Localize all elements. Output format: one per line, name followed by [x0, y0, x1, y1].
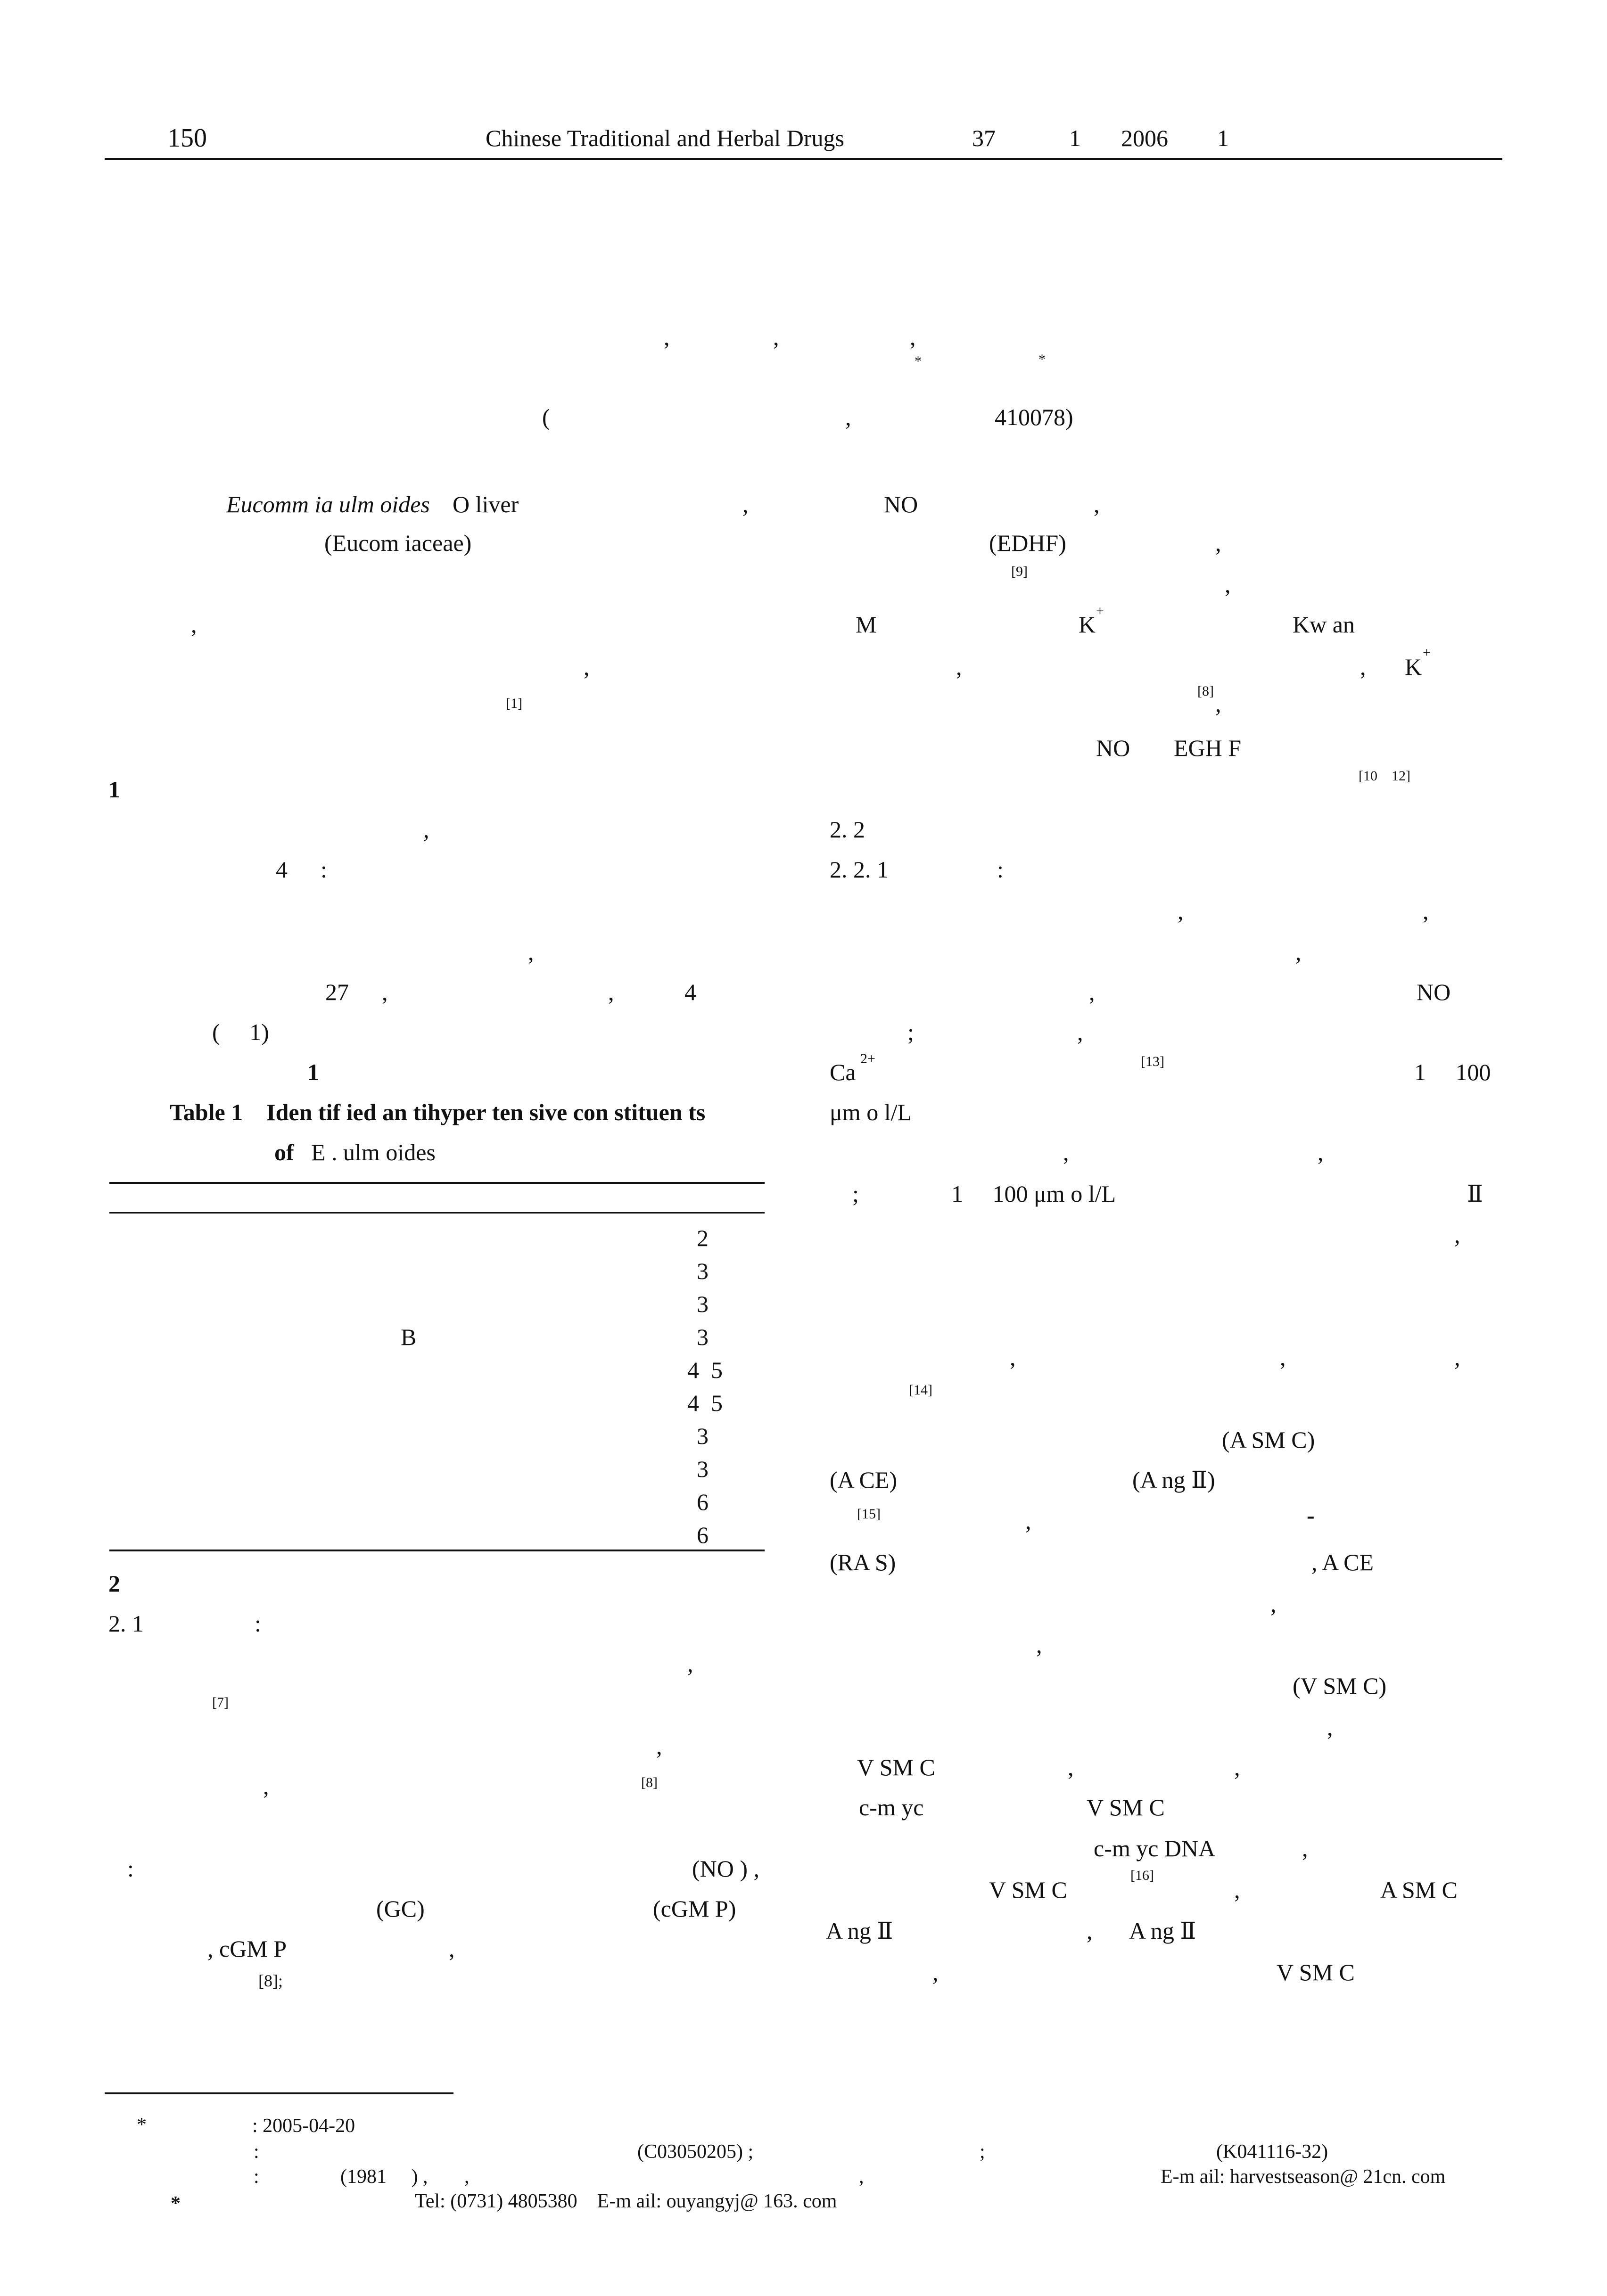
text-comma: ,: [1068, 1754, 1074, 1780]
affiliation-postcode: 410078): [995, 404, 1073, 430]
table-cell-ref: 3: [697, 1423, 709, 1449]
journal-issue: 1: [1069, 125, 1081, 151]
text-no: NO: [884, 491, 918, 517]
text-ace: , A CE: [1311, 1549, 1374, 1575]
intro-comma: ,: [191, 611, 197, 638]
text-comma: ,: [956, 654, 962, 680]
text-number: 4: [684, 979, 696, 1005]
intro-comma: ,: [742, 491, 749, 517]
table-reference: ( 1): [212, 1019, 269, 1045]
affiliation-comma: ,: [845, 404, 851, 430]
text-comma: ,: [656, 1733, 662, 1759]
text-colon: :: [321, 856, 327, 883]
text-colon: :: [997, 856, 1004, 883]
text-comma: ,: [1089, 979, 1095, 1005]
citation-ref: [13]: [1141, 1054, 1164, 1069]
section-2-1-number: 2. 1: [108, 1610, 144, 1637]
citation-ref: [8]: [641, 1775, 658, 1790]
text-comma: ,: [1025, 1508, 1031, 1534]
journal-year: 2006: [1121, 125, 1168, 151]
intro-comma: ,: [584, 654, 590, 680]
text-cmyc: c-m yc: [859, 1794, 924, 1820]
author-separator: ,: [773, 324, 779, 350]
text-comma: ,: [1077, 1019, 1083, 1045]
text-comma: ,: [1454, 1344, 1460, 1370]
text-comma: ,: [1094, 491, 1100, 517]
text-comma: ,: [1234, 1754, 1240, 1780]
abbr-ace: (A CE): [830, 1467, 898, 1493]
text-no: NO: [1417, 979, 1451, 1005]
table-title: Table 1 Iden tif ied an tihyper ten sive con stituen ts: [170, 1099, 706, 1125]
citation-ref: [1]: [506, 696, 522, 711]
footnote-received-date: : 2005-04-20: [252, 2115, 355, 2137]
text-comma: ,: [1215, 530, 1221, 556]
text-comma: ,: [1225, 571, 1231, 598]
table-cell-ref: 3: [697, 1258, 709, 1284]
text-ang: A ng Ⅱ: [1129, 1918, 1196, 1944]
footnote-birth-year: (1981 ) ,: [340, 2166, 428, 2188]
text-k: K: [1405, 654, 1422, 680]
text-eghf: EGH F: [1174, 735, 1242, 761]
text-vsmc: V SM C: [989, 1877, 1067, 1903]
table-cell-ref: 6: [697, 1489, 709, 1515]
text-comma: ,: [1036, 1632, 1042, 1658]
text-comma: ,: [1087, 1918, 1093, 1944]
footnote-rule: [105, 2092, 453, 2094]
text-kwan: Kw an: [1293, 611, 1355, 638]
abbr-no: (NO ) ,: [692, 1855, 760, 1882]
text-roman: Ⅱ: [1467, 1181, 1483, 1207]
text-ca: Ca: [830, 1059, 856, 1085]
footnote-corresponding-contact: Tel: (0731) 4805380 E-m ail: ouyangyj@ 163. com: [415, 2190, 837, 2212]
table-title-species: E . ulm oides: [311, 1139, 436, 1165]
text-comma: ,: [1234, 1877, 1240, 1903]
text-comma: ,: [1327, 1714, 1333, 1740]
citation-ref: [9]: [1011, 564, 1028, 579]
table-cell-ref: 3: [697, 1324, 709, 1350]
citation-ref: [14]: [909, 1382, 932, 1398]
text-range: 1 100: [1414, 1059, 1491, 1085]
author-separator: ,: [910, 324, 916, 350]
table-cell-ref: 4 5: [687, 1390, 723, 1416]
citation-ref: [8]: [1197, 683, 1214, 699]
table-cell-ref: 3: [697, 1456, 709, 1482]
footnote-colon: :: [254, 2141, 259, 2163]
text-comma: ,: [423, 816, 429, 843]
author-star: *: [915, 353, 922, 369]
table-cell-ref: 3: [697, 1291, 709, 1317]
intro-latin-name: Eucomm ia ulm oides: [226, 491, 430, 517]
text-comma: ,: [1454, 1222, 1460, 1248]
text-superscript: 2+: [860, 1051, 875, 1066]
text-cmyc-dna: c-m yc DNA: [1094, 1835, 1216, 1861]
citation-ref: [7]: [212, 1695, 229, 1710]
abbr-asmc: (A SM C): [1222, 1427, 1315, 1453]
table-cell-ref: 2: [697, 1225, 709, 1251]
text-comma: ,: [1010, 1344, 1016, 1370]
footnote-star: *: [137, 2114, 147, 2136]
text-comma: ,: [449, 1935, 455, 1962]
text-comma: ,: [1063, 1139, 1069, 1165]
text-number: 27: [325, 979, 349, 1005]
journal-title: Chinese Traditional and Herbal Drugs: [486, 125, 845, 151]
abbr-ras: (RA S): [830, 1549, 896, 1575]
table-cell-name: B: [401, 1324, 417, 1350]
footnote-fund-code: (K041116-32): [1216, 2141, 1328, 2163]
citation-ref: [15]: [857, 1506, 881, 1522]
text-comma: ,: [932, 1959, 939, 1985]
text-cgmp: , cGM P: [207, 1935, 287, 1962]
text-comma: ,: [1423, 898, 1429, 924]
citation-ref: [16]: [1130, 1868, 1154, 1883]
text-no: NO: [1096, 735, 1130, 761]
table-cell-ref: 6: [697, 1522, 709, 1548]
section-2-2-number: 2. 2: [830, 816, 865, 843]
footnote-corresponding-star: *: [171, 2193, 181, 2214]
text-comma: ,: [1302, 1835, 1308, 1861]
table-top-rule: [109, 1182, 765, 1184]
text-vsmc: V SM C: [857, 1754, 935, 1780]
text-comma: ,: [1270, 1591, 1277, 1617]
section-2-2-1-number: 2. 2. 1: [830, 856, 889, 883]
section-1-number: 1: [108, 776, 120, 803]
footnote-comma: ,: [464, 2166, 470, 2188]
intro-author: O liver: [453, 491, 519, 517]
text-comma: ,: [687, 1650, 693, 1677]
footnote-fund-code: (C03050205) ;: [637, 2141, 754, 2163]
text-comma: ,: [528, 939, 534, 965]
text-comma: ,: [608, 979, 614, 1005]
author-separator: ,: [664, 324, 670, 350]
text-unit: μm o l/L: [830, 1099, 912, 1125]
table-bottom-rule: [109, 1550, 765, 1551]
citation-ref: [10 12]: [1359, 768, 1410, 784]
abbr-vsmc: (V SM C): [1293, 1673, 1387, 1699]
text-comma: ,: [1360, 654, 1366, 680]
text-m: M: [856, 611, 877, 638]
text-comma: ,: [1280, 1344, 1286, 1370]
text-semicolon: ;: [852, 1181, 859, 1207]
text-comma: ,: [263, 1773, 269, 1799]
abbr-cgmp: (cGM P): [653, 1895, 736, 1922]
text-comma: ,: [1178, 898, 1184, 924]
text-dash: -: [1307, 1502, 1315, 1528]
text-semicolon: ;: [907, 1019, 914, 1045]
journal-month: 1: [1217, 125, 1229, 151]
abbr-ang: (A ng Ⅱ): [1132, 1467, 1215, 1493]
text-ang: A ng Ⅱ: [826, 1918, 893, 1944]
text-colon: :: [255, 1610, 261, 1637]
text-comma: ,: [382, 979, 388, 1005]
text-k: K: [1079, 611, 1096, 638]
text-range: 1 100 μm o l/L: [951, 1181, 1116, 1207]
intro-family: (Eucom iaceae): [324, 530, 472, 556]
page-number: 150: [167, 123, 207, 153]
text-number: 4: [276, 856, 288, 883]
text-colon: :: [127, 1855, 134, 1882]
text-comma: ,: [1295, 939, 1302, 965]
text-vsmc: V SM C: [1277, 1959, 1355, 1985]
footnote-semicolon: ;: [980, 2141, 985, 2163]
text-superscript: +: [1096, 603, 1104, 619]
text-vsmc: V SM C: [1087, 1794, 1165, 1820]
footnote-comma: ,: [859, 2166, 864, 2188]
header-rule: [105, 158, 1502, 160]
text-comma: ,: [1215, 690, 1221, 717]
table-title-of: of: [274, 1139, 294, 1165]
table-cell-ref: 4 5: [687, 1357, 723, 1383]
footnote-author-email: E-m ail: harvestseason@ 21cn. com: [1161, 2166, 1446, 2188]
text-comma: ,: [1318, 1139, 1324, 1165]
affiliation-paren: (: [542, 404, 550, 430]
text-asmc: A SM C: [1380, 1877, 1458, 1903]
abbr-edhf: (EDHF): [989, 530, 1066, 556]
abbr-gc: (GC): [376, 1895, 425, 1922]
citation-ref: [8];: [258, 1971, 283, 1990]
text-superscript: +: [1423, 645, 1431, 660]
table-header-rule: [109, 1212, 765, 1214]
footnote-colon: :: [254, 2166, 259, 2188]
author-star: *: [1038, 352, 1046, 367]
section-2-number: 2: [108, 1570, 120, 1597]
table-label: 1: [307, 1059, 319, 1085]
journal-volume: 37: [972, 125, 996, 151]
